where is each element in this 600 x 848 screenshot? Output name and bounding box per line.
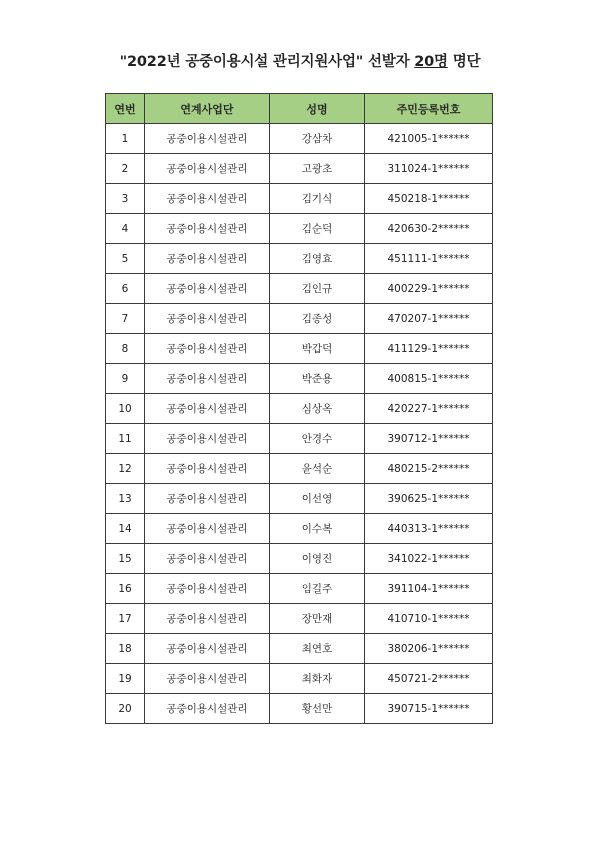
cell-program: 공중이용시설관리 xyxy=(145,604,270,634)
cell-name: 최연호 xyxy=(270,634,365,664)
cell-resident-id: 421005-1****** xyxy=(365,124,493,154)
table-row xyxy=(106,154,493,184)
cell-resident-id: 450721-2****** xyxy=(365,664,493,694)
cell-serial-no: 13 xyxy=(106,484,145,514)
cell-name: 황선만 xyxy=(270,694,365,724)
cell-name: 임길주 xyxy=(270,574,365,604)
cell-name: 고광초 xyxy=(270,154,365,184)
cell-program: 공중이용시설관리 xyxy=(145,634,270,664)
table-row xyxy=(106,544,493,574)
cell-program: 공중이용시설관리 xyxy=(145,184,270,214)
cell-name: 김인규 xyxy=(270,274,365,304)
cell-resident-id: 470207-1****** xyxy=(365,304,493,334)
cell-program: 공중이용시설관리 xyxy=(145,664,270,694)
cell-name: 최화자 xyxy=(270,664,365,694)
table-row xyxy=(106,694,493,724)
table-row xyxy=(106,424,493,454)
table-row xyxy=(106,364,493,394)
cell-program: 공중이용시설관리 xyxy=(145,484,270,514)
table-row xyxy=(106,484,493,514)
cell-serial-no: 15 xyxy=(106,544,145,574)
cell-name: 심상옥 xyxy=(270,394,365,424)
cell-serial-no: 9 xyxy=(106,364,145,394)
cell-name: 김기식 xyxy=(270,184,365,214)
cell-serial-no: 20 xyxy=(106,694,145,724)
cell-name: 윤석순 xyxy=(270,454,365,484)
cell-name: 이영진 xyxy=(270,544,365,574)
cell-serial-no: 2 xyxy=(106,154,145,184)
cell-resident-id: 450218-1****** xyxy=(365,184,493,214)
cell-program: 공중이용시설관리 xyxy=(145,364,270,394)
cell-serial-no: 8 xyxy=(106,334,145,364)
cell-resident-id: 400815-1****** xyxy=(365,364,493,394)
table-row xyxy=(106,664,493,694)
cell-resident-id: 391104-1****** xyxy=(365,574,493,604)
cell-program: 공중이용시설관리 xyxy=(145,394,270,424)
cell-serial-no: 12 xyxy=(106,454,145,484)
cell-resident-id: 440313-1****** xyxy=(365,514,493,544)
header-serial-no: 연번 xyxy=(106,94,145,124)
cell-resident-id: 341022-1****** xyxy=(365,544,493,574)
cell-name: 박준용 xyxy=(270,364,365,394)
table-row xyxy=(106,184,493,214)
cell-serial-no: 5 xyxy=(106,244,145,274)
cell-resident-id: 480215-2****** xyxy=(365,454,493,484)
cell-resident-id: 420630-2****** xyxy=(365,214,493,244)
cell-name: 안경수 xyxy=(270,424,365,454)
header-name: 성명 xyxy=(270,94,365,124)
cell-serial-no: 4 xyxy=(106,214,145,244)
table-row xyxy=(106,334,493,364)
cell-program: 공중이용시설관리 xyxy=(145,574,270,604)
cell-name: 이수복 xyxy=(270,514,365,544)
cell-name: 김영효 xyxy=(270,244,365,274)
table-row xyxy=(106,604,493,634)
cell-serial-no: 6 xyxy=(106,274,145,304)
cell-resident-id: 410710-1****** xyxy=(365,604,493,634)
cell-serial-no: 11 xyxy=(106,424,145,454)
cell-serial-no: 7 xyxy=(106,304,145,334)
table-row xyxy=(106,394,493,424)
table-row xyxy=(106,274,493,304)
table-row xyxy=(106,574,493,604)
cell-program: 공중이용시설관리 xyxy=(145,304,270,334)
cell-program: 공중이용시설관리 xyxy=(145,514,270,544)
table-row xyxy=(106,634,493,664)
cell-name: 김종성 xyxy=(270,304,365,334)
cell-serial-no: 19 xyxy=(106,664,145,694)
title-suffix: 명단 xyxy=(447,54,481,70)
cell-name: 장만재 xyxy=(270,604,365,634)
cell-serial-no: 14 xyxy=(106,514,145,544)
cell-program: 공중이용시설관리 xyxy=(145,694,270,724)
header-program: 연계사업단 xyxy=(145,94,270,124)
cell-program: 공중이용시설관리 xyxy=(145,424,270,454)
cell-program: 공중이용시설관리 xyxy=(145,244,270,274)
cell-resident-id: 411129-1****** xyxy=(365,334,493,364)
table-row xyxy=(106,214,493,244)
selectee-table xyxy=(105,93,493,724)
table-row xyxy=(106,124,493,154)
cell-resident-id: 420227-1****** xyxy=(365,394,493,424)
cell-name: 이선영 xyxy=(270,484,365,514)
title-prefix: "2022년 공중이용시설 관리지원사업" 선발자 xyxy=(119,54,415,70)
cell-resident-id: 451111-1****** xyxy=(365,244,493,274)
cell-program: 공중이용시설관리 xyxy=(145,334,270,364)
table-row xyxy=(106,514,493,544)
cell-serial-no: 16 xyxy=(106,574,145,604)
cell-program: 공중이용시설관리 xyxy=(145,454,270,484)
cell-serial-no: 18 xyxy=(106,634,145,664)
cell-resident-id: 390625-1****** xyxy=(365,484,493,514)
cell-serial-no: 10 xyxy=(106,394,145,424)
cell-name: 박갑덕 xyxy=(270,334,365,364)
cell-resident-id: 390715-1****** xyxy=(365,694,493,724)
table-header-row xyxy=(106,94,493,124)
cell-program: 공중이용시설관리 xyxy=(145,544,270,574)
title-count: 20명 xyxy=(414,54,448,70)
table-row xyxy=(106,304,493,334)
header-resident-id: 주민등록번호 xyxy=(365,94,493,124)
cell-serial-no: 1 xyxy=(106,124,145,154)
cell-serial-no: 3 xyxy=(106,184,145,214)
cell-serial-no: 17 xyxy=(106,604,145,634)
cell-program: 공중이용시설관리 xyxy=(145,214,270,244)
cell-program: 공중이용시설관리 xyxy=(145,154,270,184)
cell-program: 공중이용시설관리 xyxy=(145,274,270,304)
cell-resident-id: 311024-1****** xyxy=(365,154,493,184)
cell-resident-id: 380206-1****** xyxy=(365,634,493,664)
table-body xyxy=(106,124,493,724)
cell-program: 공중이용시설관리 xyxy=(145,124,270,154)
table-row xyxy=(106,454,493,484)
page-title xyxy=(0,50,600,71)
cell-resident-id: 390712-1****** xyxy=(365,424,493,454)
table-row xyxy=(106,244,493,274)
cell-resident-id: 400229-1****** xyxy=(365,274,493,304)
cell-name: 김순덕 xyxy=(270,214,365,244)
cell-name: 강삼차 xyxy=(270,124,365,154)
